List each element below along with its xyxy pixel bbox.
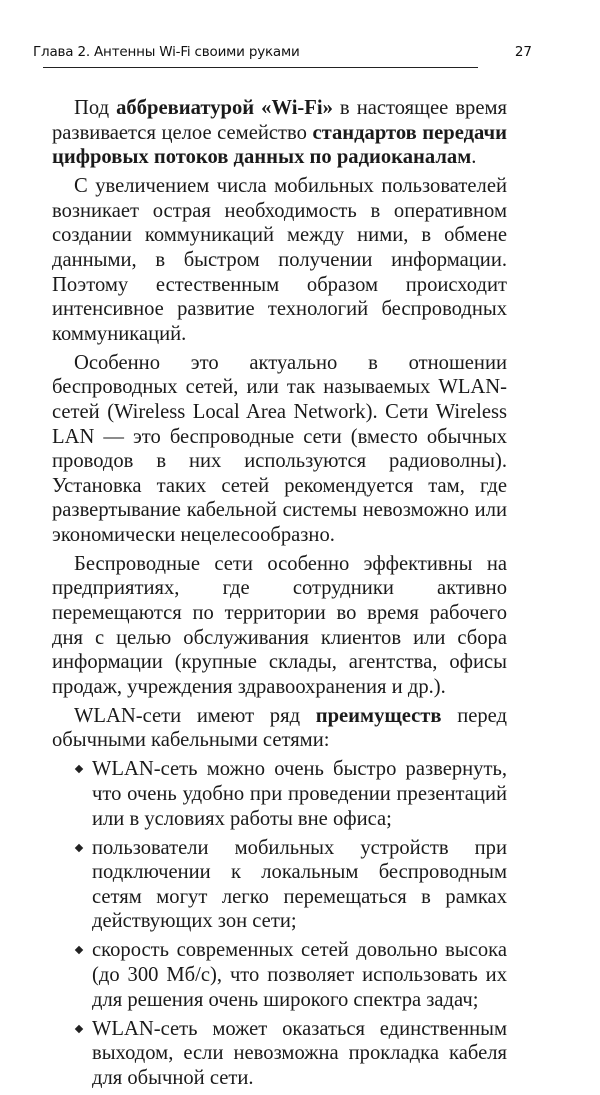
page-number: 27 [514, 44, 532, 60]
list-item-text: скорость современных сетей довольно высока (до 300 Мб/с), что позволяет использовать их для решения очень широкого спектра задач; [92, 939, 507, 1011]
list-item-text: WLAN-сеть может оказаться единственным выходом, если невозможна прокладка кабеля для обычной сети. [92, 1017, 507, 1089]
paragraph-wifi-intro [52, 96, 507, 170]
list-item [52, 836, 507, 934]
text-run: Под [74, 97, 117, 119]
bold-term: преимуществ [315, 704, 442, 727]
paragraph-mobile-users: С увеличением числа мобильных пользователей возникает острая необходимость в оперативном создании коммуникаций между ними, в обмене данными, в быстром получении информации. Поэтому естественным образом происходит интенсивное развитие технологий беспроводных коммуникаций. [52, 175, 507, 345]
diamond-bullet-icon [75, 1024, 83, 1032]
diamond-bullet-icon [75, 946, 83, 954]
page-body [52, 96, 507, 1095]
paragraph-wlan: Особенно это актуально в отношении беспроводных сетей, или так называемых WLAN-сетей (Wireless Local Area Network). Сети Wireless LAN — это беспроводные сети (вместо обычных проводов в них используются радиоволны). Установка таких сетей рекомендуется там, где развертывание кабельной системы невозможно или экономически нецелесообразно. [52, 351, 507, 546]
list-item [52, 757, 507, 831]
advantages-list [52, 757, 507, 1090]
bold-term: стандартов передачи цифровых потоков данных по радиоканалам [52, 121, 507, 169]
paragraph-enterprises: Беспроводные сети особенно эффективны на предприятиях, где сотрудники активно перемещаются по территории во время рабочего дня с целью обслуживания клиентов или сбора информации (крупные склады, агентства, офисы продаж, учреждения здравоохранения и др.). [52, 552, 507, 698]
running-header [33, 44, 532, 66]
diamond-bullet-icon [75, 843, 83, 851]
list-item-text: WLAN-сеть можно очень быстро развернуть, что очень удобно при проведении презентаций или в условиях работы вне офиса; [92, 758, 507, 830]
header-rule [43, 67, 478, 68]
paragraph-advantages-intro [52, 704, 507, 753]
list-item [52, 1017, 507, 1091]
diamond-bullet-icon [75, 765, 83, 773]
text-run: . [471, 146, 477, 169]
text-run: WLAN-сети имеют ряд [74, 704, 316, 727]
list-item [52, 938, 507, 1012]
text-run: в настоящее время развивается целое семейство [52, 97, 507, 144]
text-run: перед обычными кабельными сетями: [52, 704, 507, 752]
list-item-text: пользователи мобильных устройств при подключении к локальным беспроводным сетям могут легко перемещаться в рамках действующих зон сети; [92, 836, 507, 933]
running-title: Глава 2. Антенны Wi-Fi своими руками [33, 44, 300, 60]
bold-term: аббревиатурой «Wi-Fi» [116, 97, 333, 119]
